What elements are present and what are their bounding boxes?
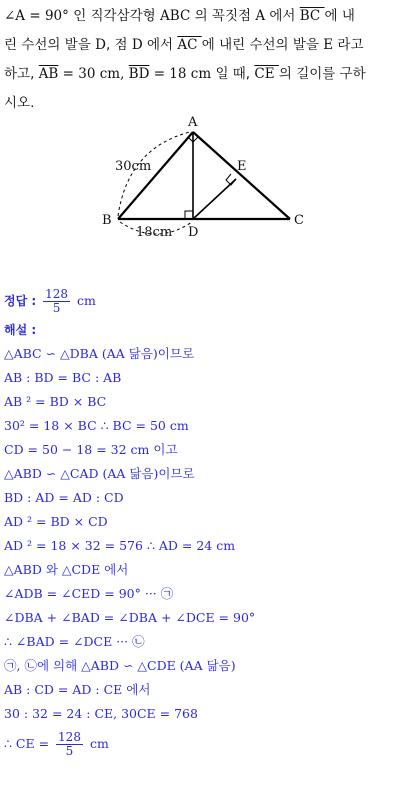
answer-line [4, 284, 398, 318]
step-11: ∠ADB = ∠CED = 90° ··· ㉠ [4, 586, 174, 601]
problem-seg: A [255, 8, 270, 24]
problem-seg: = 18 cm [149, 66, 216, 82]
label-a: A [188, 115, 198, 130]
problem-seg: = 30 cm, [58, 66, 129, 82]
step-12: ∠DBA + ∠BAD = ∠DBA + ∠DCE = 90° [4, 610, 256, 625]
final-prefix: ∴ CE = [4, 736, 50, 751]
problem-line-2 [4, 31, 398, 60]
problem-seg: ∠A = 90° [4, 8, 74, 24]
perpendicular-de [193, 179, 236, 219]
problem-seg: D [95, 37, 106, 53]
final-answer-line [4, 726, 398, 762]
problem-seg: AC [177, 37, 202, 53]
problem-seg: $\overline{AB}$ [38, 66, 59, 82]
step-7: BD : AD = AD : CD [4, 490, 124, 505]
step-15: AB : CD = AD : CE 에서 [4, 682, 151, 697]
label-d: D [188, 225, 199, 240]
step-1: △ABC ∽ △DBA (AA 닮음)이므로 [4, 346, 195, 361]
step-3: AB ² = BD × BC [4, 394, 107, 409]
side-ab [118, 132, 193, 219]
problem-seg: 에서 [269, 8, 300, 24]
arc-ab [118, 132, 190, 216]
answer-label: 정답 : [4, 294, 37, 308]
problem-line-3 [4, 60, 398, 89]
label-c: C [294, 213, 304, 228]
problem-seg: $\overline{BD}$ [128, 66, 150, 82]
explain-label [4, 318, 398, 342]
step-10: △ABD 와 △CDE 에서 [4, 562, 129, 577]
right-angle-d [185, 211, 193, 219]
final-numerator: 128 [58, 730, 81, 744]
step-5: CD = 50 − 18 = 32 cm 이고 [4, 442, 178, 457]
step-14: ㉠, ㉡에 의해 △ABD ∽ △CDE (AA 닮음) [4, 658, 236, 673]
problem-seg: 에 내린 수선의 발을 [201, 37, 324, 53]
step-2: AB : BD = BC : AB [4, 370, 122, 385]
problem-seg: 인 직각삼각형 [73, 8, 161, 24]
problem-seg: 일 때, [215, 66, 255, 82]
problem-seg: 의 꼭짓점 [194, 8, 256, 24]
label-bd-length: 18cm [136, 225, 173, 240]
answer-unit: cm [77, 293, 96, 308]
label-ab-length: 30cm [115, 159, 152, 174]
problem-seg: 하고, [4, 66, 39, 82]
problem-seg: 의 길이를 구하 [278, 66, 366, 82]
answer-numerator: 128 [45, 287, 69, 301]
solution [4, 284, 398, 762]
problem-seg: BC [299, 8, 325, 24]
answer-fraction [43, 288, 70, 315]
problem-seg: 에 내 [324, 8, 355, 24]
problem-seg: E [323, 37, 338, 53]
problem-text [4, 2, 398, 118]
final-fraction [56, 731, 83, 758]
answer-denominator: 5 [52, 301, 61, 315]
problem-seg: D [131, 37, 147, 53]
triangle-figure [0, 108, 400, 258]
label-e: E [237, 159, 247, 174]
problem-seg: 에서 [147, 37, 178, 53]
problem-line-1 [4, 2, 398, 31]
explain-label-text: 해설 : [4, 323, 37, 337]
triangle-diagram [0, 108, 400, 258]
problem-seg: 시오. [4, 95, 35, 111]
step-9: AD ² = 18 × 32 = 576 ∴ AD = 24 cm [4, 538, 236, 553]
problem-seg: 라고 [337, 37, 364, 53]
step-6: △ABD ∽ △CAD (AA 닮음)이므로 [4, 466, 195, 481]
step-16: 30 : 32 = 24 : CE, 30CE = 768 [4, 706, 198, 721]
problem-seg: 린 수선의 발을 [4, 37, 96, 53]
step-13: ∴ ∠BAD = ∠DCE ··· ㉡ [4, 634, 145, 649]
problem-seg: CE [254, 66, 279, 82]
problem-seg: ABC [160, 8, 195, 24]
label-b: B [102, 213, 112, 228]
step-4: 30² = 18 × BC ∴ BC = 50 cm [4, 418, 189, 433]
problem-seg: , 점 [105, 37, 132, 53]
step-8: AD ² = BD × CD [4, 514, 108, 529]
final-denominator: 5 [65, 744, 74, 758]
final-unit: cm [89, 736, 109, 751]
